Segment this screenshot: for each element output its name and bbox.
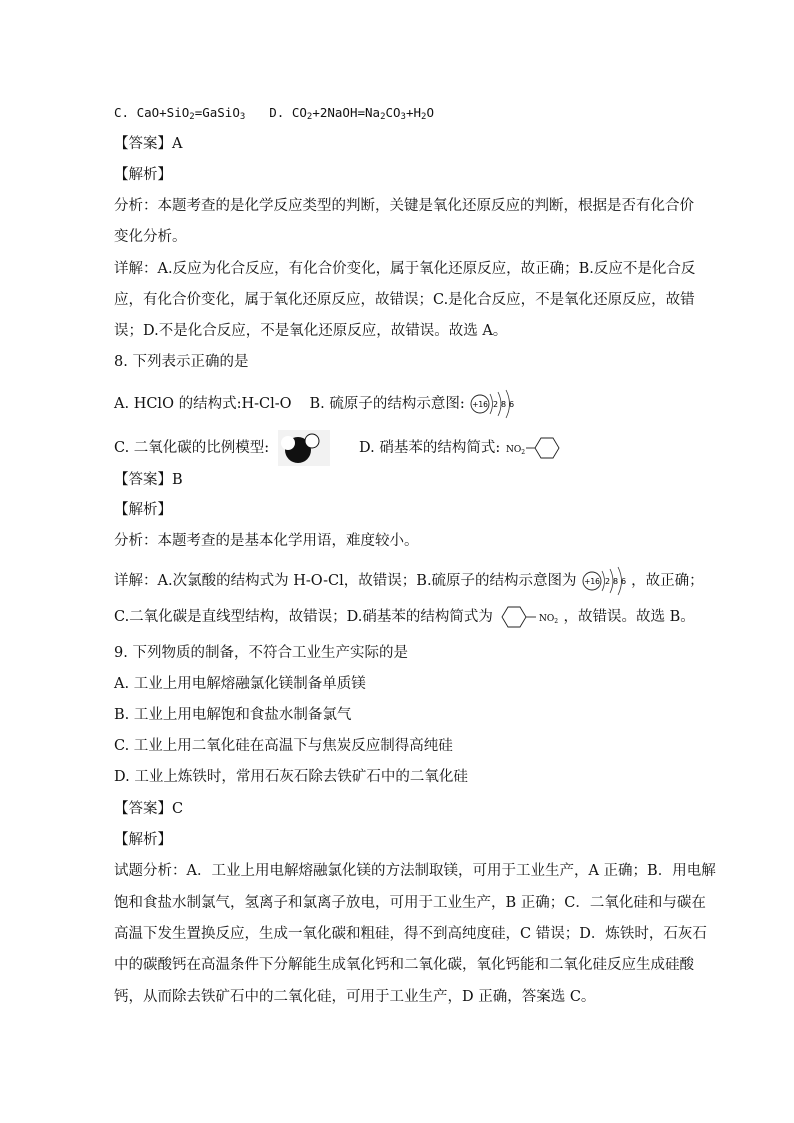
svg-text:8: 8: [613, 577, 619, 586]
q9-explanation-line: 钙，从而除去铁矿石中的二氧化硅，可用于工业生产，D 正确，答案选 C。: [114, 989, 596, 1005]
svg-text:2: 2: [605, 577, 611, 586]
q9-explanation-line: 饱和食盐水制氯气，氢离子和氯离子放电，可用于工业生产，B 正确；C．二氧化硅和与碳在: [114, 895, 706, 911]
q8-answer: 【答案】B: [114, 472, 183, 488]
q8-options-ab: [114, 389, 704, 419]
svg-text:6: 6: [621, 577, 627, 586]
q8-detail-line: C.二氧化碳是直线型结构，故错误；D.硝基苯的结构简式为 $NO_2$ ，故错误。故选 B。: [114, 604, 704, 630]
co2-space-filling-model: [278, 430, 330, 466]
q7-analysis-line: 变化分析。: [114, 229, 187, 245]
q7-explain-heading: 【解析】: [114, 167, 172, 183]
svg-text:+16: +16: [472, 400, 489, 409]
q9-option-a: A. 工业上用电解熔融氯化镁制备单质镁: [114, 676, 366, 692]
q9-stem: 9. 下列物质的制备，不符合工业生产实际的是: [114, 645, 408, 661]
nitrobenzene-structure: [505, 435, 569, 461]
q7-detail-line: 详解：A.反应为化合反应，有化合价变化，属于氧化还原反应，故正确；B.反应不是化合反: [114, 261, 696, 277]
q7-option-c-equation: CaO+SiO$_2$=GaSiO$_3$: [136, 105, 246, 122]
q8-stem: 8. 下列表示正确的是: [114, 354, 249, 370]
sulfur-atom-diagram: [469, 389, 519, 419]
q9-option-b: B. 工业上用电解饱和食盐水制备氯气: [114, 707, 352, 723]
q9-explanation-line: 试题分析：A．工业上用电解熔融氯化镁的方法制取镁，可用于工业生产，A 正确；B．用电解: [114, 863, 716, 879]
svg-text:8: 8: [501, 400, 507, 409]
svg-text:+16: +16: [584, 577, 601, 586]
q7-analysis-line: 分析：本题考查的是化学反应类型的判断，关键是氧化还原反应的判断，根据是否有化合价: [114, 198, 694, 214]
svg-text:NO2: $NO_2$: [505, 445, 525, 456]
q7-detail-line: 误；D.不是化合反应，不是氧化还原反应，故错误。故选 A。: [114, 323, 508, 339]
q9-explain-heading: 【解析】: [114, 832, 172, 848]
svg-text:6: 6: [509, 400, 515, 409]
q7-answer: 【答案】A: [114, 136, 183, 152]
svg-text:NO2: $NO_2$: [538, 614, 558, 625]
q7-option-d-equation: $CO_2+2NaOH=Na_2CO_3+H_2O$: [291, 105, 434, 122]
q8-option-d: D. 硝基苯的结构简式:: [359, 440, 501, 456]
q9-explanation-line: 中的碳酸钙在高温条件下分解能生成氧化钙和二氧化碳，氧化钙能和二氧化硅反应生成硅酸: [114, 957, 694, 973]
svg-text:2: 2: [493, 400, 499, 409]
q9-answer: 【答案】C: [114, 801, 184, 817]
q8-option-c: C. 二氧化碳的比例模型:: [114, 440, 270, 456]
q8-options-cd: [114, 430, 704, 466]
q8-option-a: A. HClO 的结构式:H-Cl-O: [114, 396, 292, 412]
q8-detail-line: 详解：A.次氯酸的结构式为 H-O-Cl，故错误；B.硫原子的结构示意图为 +16 2 8 6 ，故正确；: [114, 566, 704, 596]
q8-explain-heading: 【解析】: [114, 502, 172, 518]
q9-explanation-line: 高温下发生置换反应，生成一氧化碳和粗硅，得不到高纯度硅，C 错误；D．炼铁时，石灰石: [114, 926, 707, 942]
q7-options-cd: C. CaO+SiO$_2$=GaSiO$_3$ D. $CO_2+2NaOH=Na_2CO_3+H_2O$: [114, 105, 434, 122]
q8-option-b: B. 硫原子的结构示意图:: [309, 396, 465, 412]
q8-analysis-line: 分析：本题考查的是基本化学用语，难度较小。: [114, 533, 419, 549]
sulfur-atom-diagram: [581, 566, 631, 596]
q7-detail-line: 应，有化合价变化，属于氧化还原反应，故错误；C.是化合反应，不是氧化还原反应，故错: [114, 292, 695, 308]
q9-option-d: D. 工业上炼铁时，常用石灰石除去铁矿石中的二氧化硅: [114, 769, 468, 785]
nitrobenzene-structure: [498, 604, 564, 630]
q9-option-c: C. 工业上用二氧化硅在高温下与焦炭反应制得高纯硅: [114, 738, 453, 754]
